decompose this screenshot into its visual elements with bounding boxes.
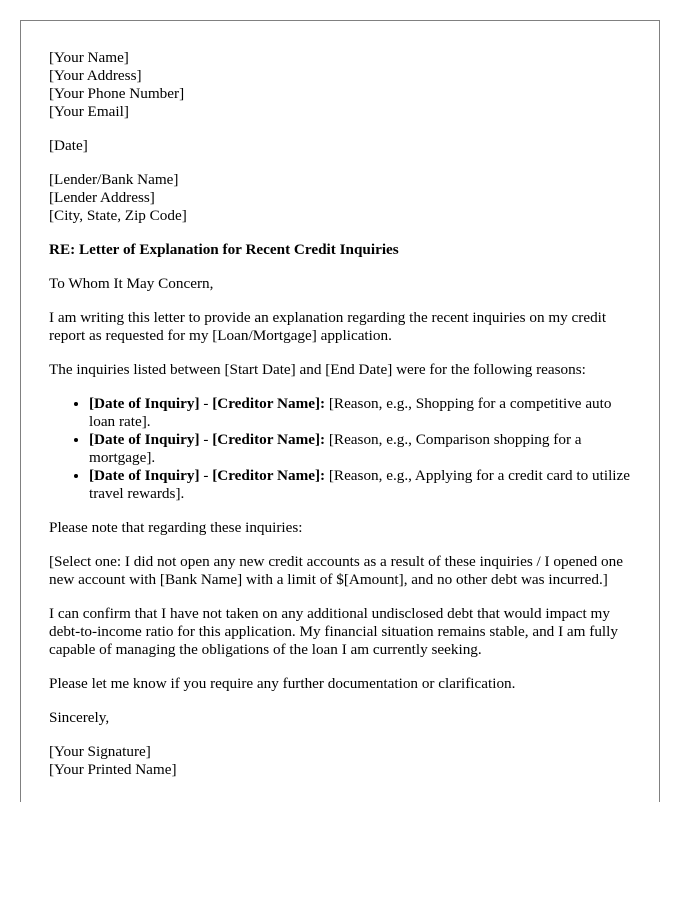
select-one-paragraph: [Select one: I did not open any new credit accounts as a result of these inquiries / I opened one new account with [Bank Name] with a limit of $[Amount], and no other debt was incurred.]: [49, 553, 623, 588]
inquiry-item: [89, 395, 639, 431]
recipient-block: [49, 171, 639, 225]
inquiry-reason: [Reason, e.g., Comparison shopping for a mortgage].: [89, 431, 582, 466]
confirm-paragraph: I can confirm that I have not taken on any additional undisclosed debt that would impact my debt-to-income ratio for this application. My financial situation remains stable, and I am fully capable of managing the obligations of the loan I am currently seeking.: [49, 605, 618, 658]
signature-block: [49, 743, 639, 779]
inquiry-creditor: [Creditor Name]:: [212, 395, 326, 412]
closing: Sincerely,: [49, 709, 110, 726]
subject-line: RE: Letter of Explanation for Recent Credit Inquiries: [49, 241, 399, 258]
inquiry-item: [89, 467, 639, 503]
inquiry-separator: -: [199, 395, 213, 412]
intro-paragraph: I am writing this letter to provide an explanation regarding the recent inquiries on my credit report as requested for my [Loan/Mortgage] application.: [49, 309, 607, 344]
recipient-name: [Lender/Bank Name]: [49, 171, 179, 188]
inquiry-date: [Date of Inquiry]: [89, 431, 200, 448]
sender-phone: [Your Phone Number]: [49, 85, 185, 102]
recipient-address: [Lender Address]: [49, 189, 155, 206]
letter-date: [Date]: [49, 137, 88, 154]
sender-name: [Your Name]: [49, 49, 129, 66]
sender-email: [Your Email]: [49, 103, 129, 120]
inquiry-item: [89, 431, 639, 467]
note-paragraph: Please note that regarding these inquiries:: [49, 519, 303, 536]
inquiry-date: [Date of Inquiry]: [89, 395, 200, 412]
inquiry-reason: [Reason, e.g., Shopping for a competitive auto loan rate].: [89, 395, 612, 430]
inquiry-reason: [Reason, e.g., Applying for a credit card to utilize travel rewards].: [89, 467, 630, 502]
further-paragraph: Please let me know if you require any further documentation or clarification.: [49, 675, 516, 692]
inquiry-creditor: [Creditor Name]:: [212, 431, 326, 448]
recipient-city-state-zip: [City, State, Zip Code]: [49, 207, 187, 224]
inquiry-list: [49, 395, 639, 503]
signature-line: [Your Signature]: [49, 743, 151, 760]
sender-block: [49, 49, 639, 121]
letter-content: [49, 49, 639, 795]
salutation: To Whom It May Concern,: [49, 275, 214, 292]
inquiries-lead-paragraph: The inquiries listed between [Start Date] and [End Date] were for the following reasons:: [49, 361, 586, 378]
printed-name: [Your Printed Name]: [49, 761, 177, 778]
sender-address: [Your Address]: [49, 67, 142, 84]
inquiry-separator: -: [199, 431, 213, 448]
inquiry-creditor: [Creditor Name]:: [212, 467, 326, 484]
inquiry-separator: -: [199, 467, 213, 484]
inquiry-date: [Date of Inquiry]: [89, 467, 200, 484]
letter-page: [20, 20, 660, 802]
